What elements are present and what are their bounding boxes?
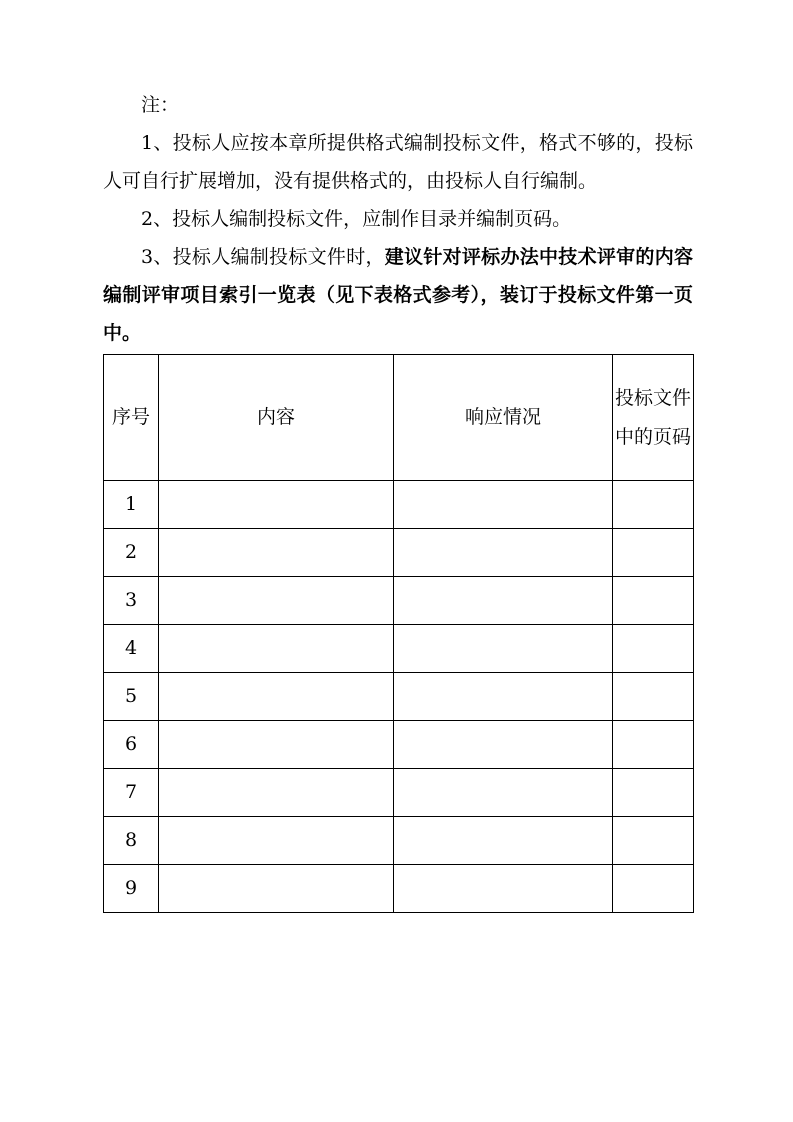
serial-number-cell: 9	[104, 865, 159, 913]
page-number-cell	[613, 625, 694, 673]
response-cell	[394, 529, 613, 577]
table-row	[104, 721, 694, 769]
table-row	[104, 673, 694, 721]
content-cell	[159, 625, 394, 673]
note-label: 注：	[141, 94, 180, 116]
table-row	[104, 481, 694, 529]
header-response-status: 响应情况	[394, 355, 613, 481]
page-number-cell	[613, 769, 694, 817]
table-row	[104, 625, 694, 673]
response-cell	[394, 817, 613, 865]
serial-number-cell: 7	[104, 769, 159, 817]
response-cell	[394, 769, 613, 817]
serial-number-cell: 4	[104, 625, 159, 673]
paragraph-3	[103, 238, 693, 352]
page-number-cell	[613, 721, 694, 769]
content-cell	[159, 817, 394, 865]
serial-number-cell: 3	[104, 577, 159, 625]
response-cell	[394, 673, 613, 721]
content-cell	[159, 673, 394, 721]
content-cell	[159, 769, 394, 817]
response-cell	[394, 481, 613, 529]
serial-number-cell: 1	[104, 481, 159, 529]
content-cell	[159, 481, 394, 529]
content-cell	[159, 865, 394, 913]
review-index-table	[103, 354, 694, 913]
table-row	[104, 817, 694, 865]
paragraph-1: 1、投标人应按本章所提供格式编制投标文件，格式不够的，投标人可自行扩展增加，没有提供格式的，由投标人自行编制。	[103, 132, 693, 192]
response-cell	[394, 721, 613, 769]
table-header-row	[104, 355, 694, 481]
table-row	[104, 529, 694, 577]
response-cell	[394, 625, 613, 673]
content-cell	[159, 529, 394, 577]
content-cell	[159, 721, 394, 769]
serial-number-cell: 8	[104, 817, 159, 865]
serial-number-cell: 2	[104, 529, 159, 577]
page-number-cell	[613, 865, 694, 913]
response-cell	[394, 577, 613, 625]
header-serial-number: 序号	[104, 355, 159, 481]
response-cell	[394, 865, 613, 913]
table-row	[104, 865, 694, 913]
paragraph-3-regular-text: 3、投标人编制投标文件时，	[141, 246, 385, 268]
page-number-cell	[613, 529, 694, 577]
page-number-cell	[613, 817, 694, 865]
table-row	[104, 769, 694, 817]
serial-number-cell: 5	[104, 673, 159, 721]
page-number-cell	[613, 673, 694, 721]
page-number-cell	[613, 481, 694, 529]
header-content: 内容	[159, 355, 394, 481]
serial-number-cell: 6	[104, 721, 159, 769]
header-page-number: 投标文件中的页码	[613, 355, 694, 481]
page-number-cell	[613, 577, 694, 625]
content-cell	[159, 577, 394, 625]
paragraph-2: 2、投标人编制投标文件，应制作目录并编制页码。	[141, 208, 572, 230]
paragraph-3-bold-text: 建议针对评标办法中技术评审的内容编制评审项目索引一览表（见下表格式参考），装订于投标文件第一页中。	[103, 246, 693, 344]
table-row	[104, 577, 694, 625]
